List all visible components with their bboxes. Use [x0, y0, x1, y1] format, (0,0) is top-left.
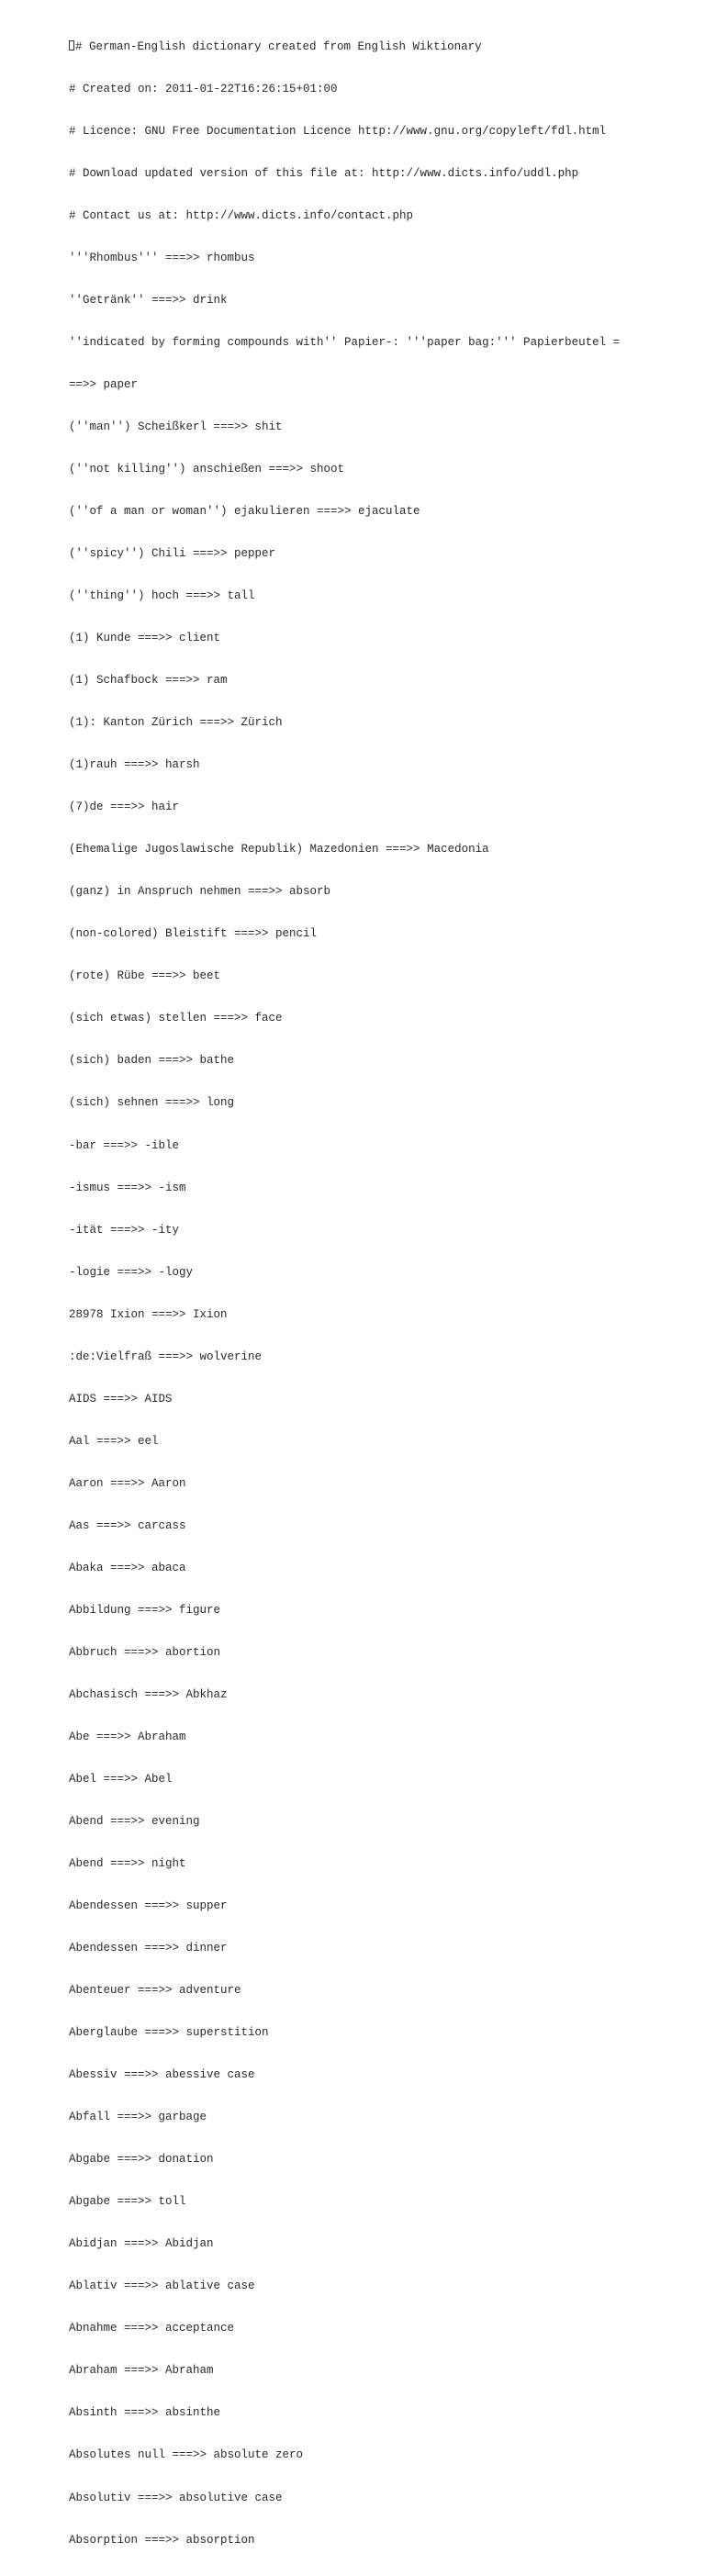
text-line: (rote) Rübe ===>> beet	[69, 969, 221, 983]
text-line: (''not killing'') anschießen ===>> shoot	[69, 463, 345, 476]
text-line: (7)de ===>> hair	[69, 801, 180, 814]
text-line: Abendessen ===>> supper	[69, 1899, 228, 1913]
text-line: -logie ===>> -logy	[69, 1265, 194, 1279]
dictionary-text	[69, 12, 693, 2576]
text-line: Aas ===>> carcass	[69, 1518, 186, 1532]
text-line: # Download updated version of this file at: http://www.dicts.info/uddl.php	[69, 166, 579, 180]
text-line: Abbruch ===>> abortion	[69, 1645, 221, 1659]
text-line: (sich) baden ===>> bathe	[69, 1054, 235, 1068]
text-line: (1)rauh ===>> harsh	[69, 758, 200, 772]
text-line: Abel ===>> Abel	[69, 1772, 173, 1786]
text-line: (non-colored) Bleistift ===>> pencil	[69, 927, 318, 941]
text-line: Absolutes null ===>> absolute zero	[69, 2448, 304, 2462]
text-line: (''of a man or woman'') ejakulieren ===>> ejaculate	[69, 505, 420, 519]
text-line: '''Rhombus''' ===>> rhombus	[69, 251, 255, 264]
text-line: Abessiv ===>> abessive case	[69, 2068, 255, 2082]
text-line: Abe ===>> Abraham	[69, 1730, 186, 1743]
text-line: ''Getränk'' ===>> drink	[69, 293, 228, 307]
text-line: Aaron ===>> Aaron	[69, 1476, 186, 1490]
text-line: -ität ===>> -ity	[69, 1223, 180, 1237]
text-line: (1) Kunde ===>> client	[69, 632, 221, 645]
text-line: Absolutiv ===>> absolutive case	[69, 2491, 283, 2504]
text-line: Abgabe ===>> donation	[69, 2153, 214, 2167]
text-line: Abraham ===>> Abraham	[69, 2364, 214, 2378]
text-line: Ablativ ===>> ablative case	[69, 2279, 255, 2293]
text-line: # Licence: GNU Free Documentation Licence http://www.gnu.org/copyleft/fdl.html	[69, 124, 607, 138]
text-line: Abaka ===>> abaca	[69, 1561, 186, 1574]
text-line: Abidjan ===>> Abidjan	[69, 2237, 214, 2251]
text-line: 28978 Ixion ===>> Ixion	[69, 1307, 228, 1321]
text-line: Abnahme ===>> acceptance	[69, 2322, 235, 2335]
text-line: (sich etwas) stellen ===>> face	[69, 1012, 283, 1025]
text-line: Aal ===>> eel	[69, 1434, 159, 1448]
text-line: (1) Schafbock ===>> ram	[69, 674, 228, 688]
text-line: Abfall ===>> garbage	[69, 2111, 207, 2124]
text-line: Abbildung ===>> figure	[69, 1603, 221, 1617]
text-line: Abchasisch ===>> Abkhaz	[69, 1687, 228, 1701]
text-line: Abend ===>> evening	[69, 1815, 200, 1828]
text-line: Aberglaube ===>> superstition	[69, 2026, 269, 2040]
text-line: -ismus ===>> -ism	[69, 1181, 186, 1194]
text-line: :de:Vielfraß ===>> wolverine	[69, 1350, 263, 1363]
text-line: -bar ===>> -ible	[69, 1138, 180, 1152]
text-line: Absinth ===>> absinthe	[69, 2406, 221, 2420]
text-line: Abend ===>> night	[69, 1857, 186, 1871]
text-line: (sich) sehnen ===>> long	[69, 1096, 235, 1110]
text-line: (''thing'') hoch ===>> tall	[69, 589, 255, 603]
text-line: (ganz) in Anspruch nehmen ===>> absorb	[69, 885, 331, 899]
text-line: Abgabe ===>> toll	[69, 2195, 186, 2209]
missing-glyph-icon	[69, 40, 74, 50]
text-line: (''man'') Scheißkerl ===>> shit	[69, 420, 283, 433]
text-line: # Created on: 2011-01-22T16:26:15+01:00	[69, 82, 338, 95]
text-line: ''indicated by forming compounds with'' Papier-: '''paper bag:''' Papierbeutel =	[69, 335, 621, 349]
text-line: # Contact us at: http://www.dicts.info/contact.php	[69, 208, 414, 222]
text-line: Absorption ===>> absorption	[69, 2533, 255, 2547]
text-line: ==>> paper	[69, 377, 139, 391]
text-line: (1): Kanton Zürich ===>> Zürich	[69, 716, 283, 730]
text-line: (''spicy'') Chili ===>> pepper	[69, 547, 276, 561]
text-line: Abenteuer ===>> adventure	[69, 1984, 241, 1998]
text-line: # German-English dictionary created from English Wiktionary	[69, 40, 693, 54]
text-line: Abendessen ===>> dinner	[69, 1942, 228, 1955]
text-line: (Ehemalige Jugoslawische Republik) Mazedonien ===>> Macedonia	[69, 843, 489, 857]
text-line: AIDS ===>> AIDS	[69, 1392, 173, 1406]
